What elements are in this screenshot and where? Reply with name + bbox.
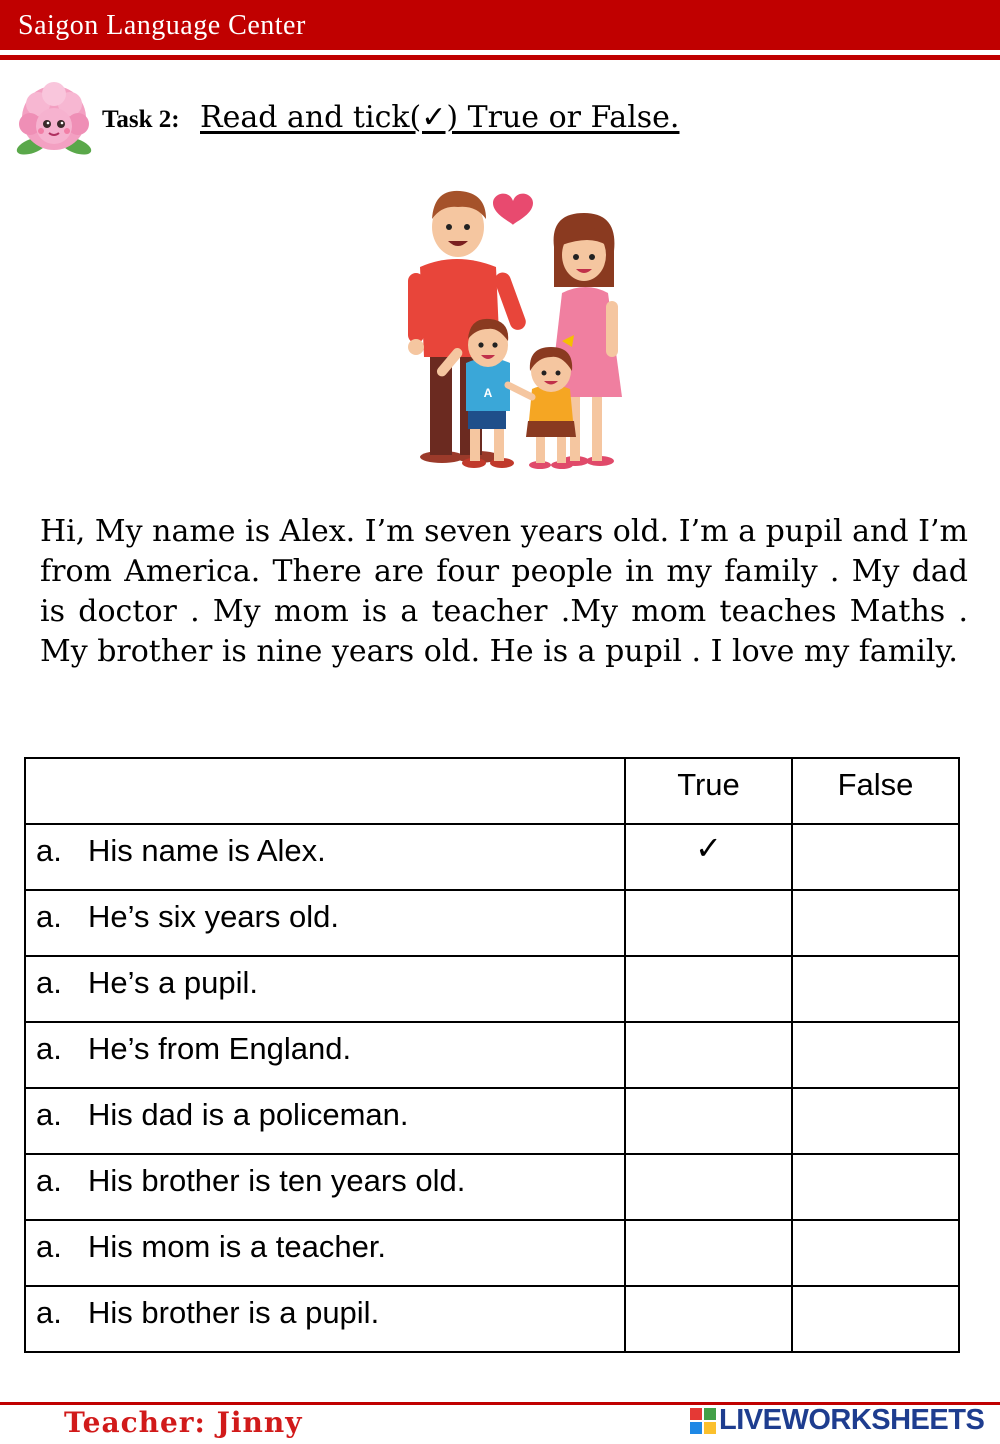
true-answer-cell[interactable] [625, 956, 792, 1022]
family-illustration [400, 175, 640, 475]
flower-mascot-icon [12, 80, 96, 160]
false-tick [793, 891, 958, 895]
header-true-label: True [677, 767, 740, 802]
table-row [25, 1220, 959, 1286]
statement-cell [25, 1088, 625, 1154]
false-answer-cell[interactable] [792, 1220, 959, 1286]
teacher-name: Teacher: Jinny [64, 1406, 303, 1439]
task-instruction: Read and tick(✓) True or False. [200, 100, 680, 135]
header-true-cell [625, 758, 792, 824]
statement-cell [25, 956, 625, 1022]
table-row [25, 1286, 959, 1352]
table-row [25, 1088, 959, 1154]
true-tick [626, 1221, 791, 1225]
statement-text: His dad is a policeman. [88, 1097, 409, 1132]
statement-text: His name is Alex. [88, 833, 326, 868]
false-tick [793, 1221, 958, 1225]
statement-text: He’s from England. [88, 1031, 352, 1066]
item-marker: a. [36, 1229, 62, 1264]
statement-text: His mom is a teacher. [88, 1229, 387, 1264]
statement-cell [25, 824, 625, 890]
header-title: Saigon Language Center [18, 10, 306, 41]
statement-cell [25, 1286, 625, 1352]
header-false-cell [792, 758, 959, 824]
false-tick [793, 957, 958, 961]
true-false-table [24, 757, 960, 1353]
item-marker: a. [36, 1163, 62, 1198]
item-marker: a. [36, 965, 62, 1000]
false-tick [793, 825, 958, 829]
false-answer-cell[interactable] [792, 1154, 959, 1220]
true-answer-cell[interactable] [625, 824, 792, 890]
false-answer-cell[interactable] [792, 956, 959, 1022]
false-answer-cell[interactable] [792, 1088, 959, 1154]
item-marker: a. [36, 1031, 62, 1066]
true-answer-cell[interactable] [625, 890, 792, 956]
statement-cell [25, 1220, 625, 1286]
false-answer-cell[interactable] [792, 824, 959, 890]
true-tick [626, 1287, 791, 1291]
false-answer-cell[interactable] [792, 1286, 959, 1352]
header-false-label: False [837, 767, 914, 802]
brand-name: LIVEWORKSHEETS [719, 1404, 985, 1436]
table-row [25, 1154, 959, 1220]
false-tick [793, 1023, 958, 1027]
true-answer-cell[interactable] [625, 1220, 792, 1286]
true-answer-cell[interactable] [625, 1088, 792, 1154]
true-tick [626, 1089, 791, 1093]
statement-cell [25, 890, 625, 956]
header-statement-label [26, 759, 624, 767]
reading-passage: Hi, My name is Alex. I’m seven years old. I’m a pupil and I’m from America. There are four people in my family . My dad is doctor . My mom is a teacher .My mom teaches Maths . My brother is nine years old. He is a pupil . I love my family. [40, 514, 968, 669]
table-header-row [25, 758, 959, 824]
true-tick [626, 1155, 791, 1159]
false-tick [793, 1089, 958, 1093]
true-answer-cell[interactable] [625, 1154, 792, 1220]
statement-text: He’s six years old. [88, 899, 339, 934]
statement-text: He’s a pupil. [88, 965, 259, 1000]
item-marker: a. [36, 1097, 62, 1132]
true-tick [626, 891, 791, 895]
false-tick [793, 1287, 958, 1291]
true-answer-cell[interactable] [625, 1022, 792, 1088]
true-tick [626, 1023, 791, 1027]
table-row [25, 956, 959, 1022]
true-tick [626, 957, 791, 961]
table-row [25, 824, 959, 890]
true-answer-cell[interactable] [625, 1286, 792, 1352]
statement-text: His brother is ten years old. [88, 1163, 466, 1198]
false-answer-cell[interactable] [792, 890, 959, 956]
statement-cell [25, 1154, 625, 1220]
item-marker: a. [36, 899, 62, 934]
false-answer-cell[interactable] [792, 1022, 959, 1088]
table-row [25, 890, 959, 956]
statement-cell [25, 1022, 625, 1088]
header-statement-cell [25, 758, 625, 824]
task-label: Task 2: [102, 106, 180, 133]
true-tick: ✓ [695, 830, 722, 866]
table-row [25, 1022, 959, 1088]
item-marker: a. [36, 833, 62, 868]
svg-text:A: A [483, 386, 493, 400]
item-marker: a. [36, 1295, 62, 1330]
liveworksheets-brand[interactable] [690, 1404, 984, 1437]
liveworksheets-logo-icon [690, 1408, 716, 1434]
header-divider [0, 55, 1000, 60]
false-tick [793, 1155, 958, 1159]
statement-text: His brother is a pupil. [88, 1295, 380, 1330]
